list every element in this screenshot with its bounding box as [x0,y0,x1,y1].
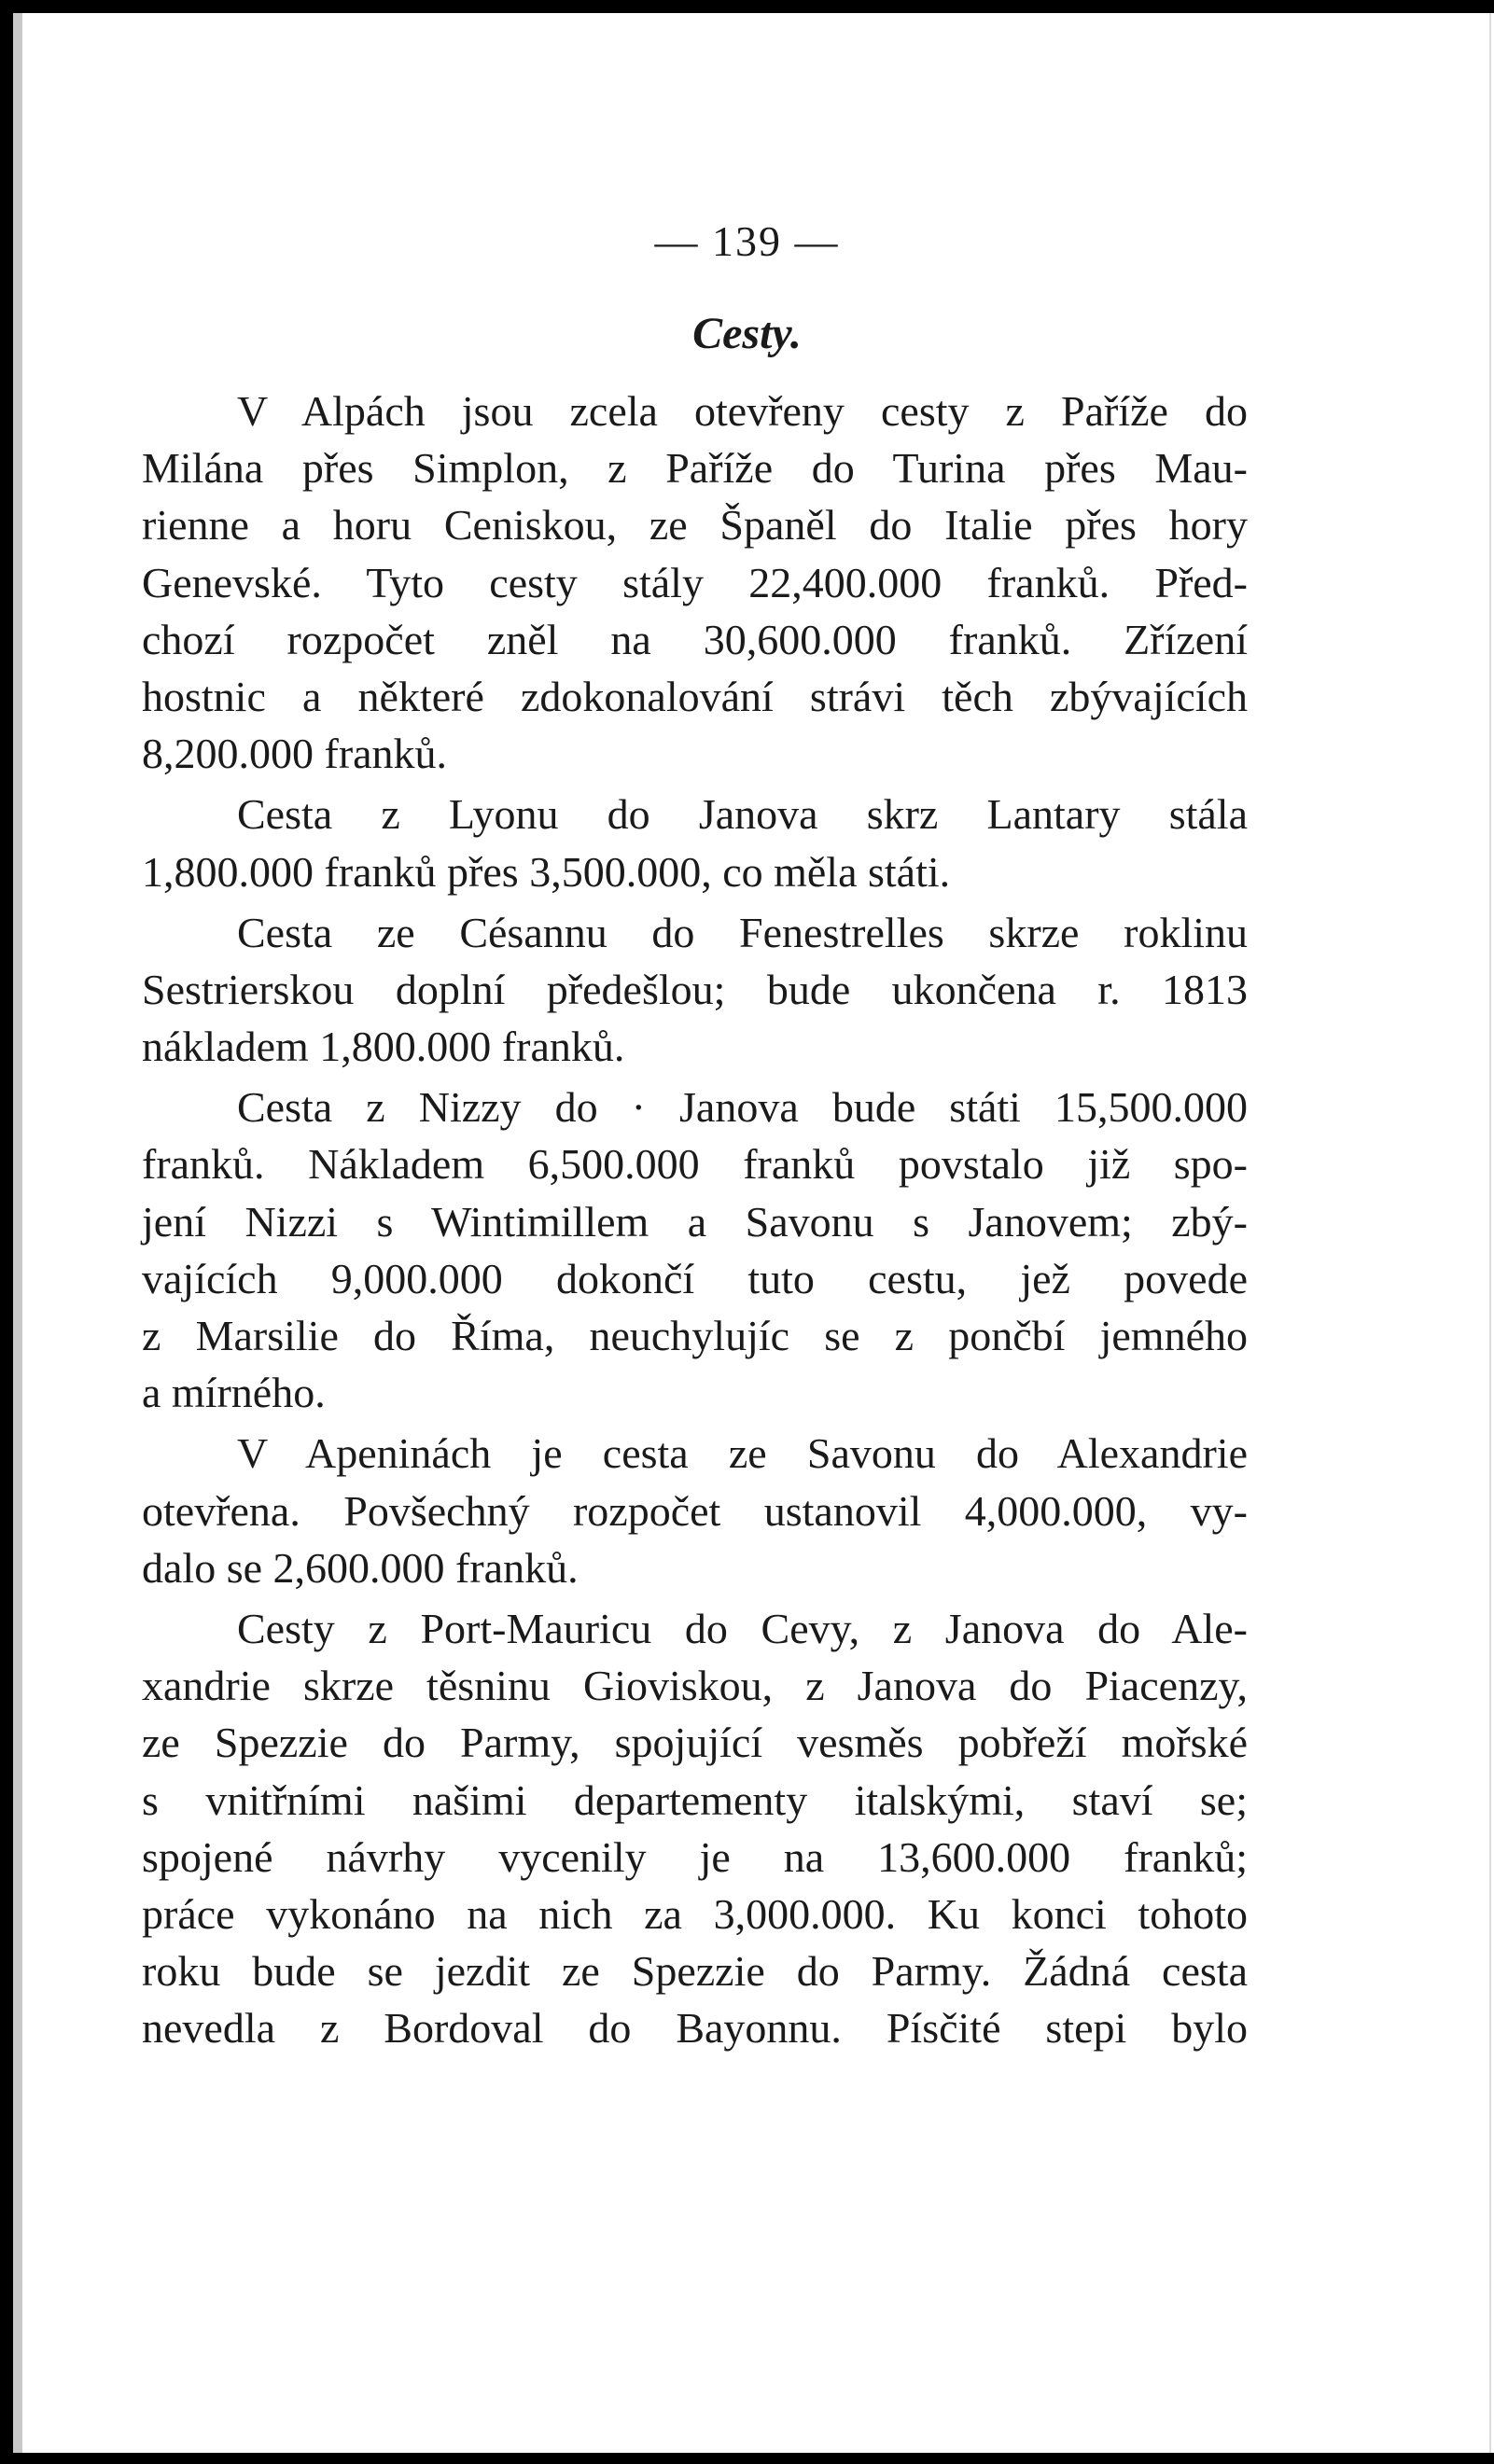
text-line: a mírného. [142,1369,326,1417]
text-line: nákladem 1,800.000 franků. [142,1023,625,1071]
body-text [142,383,1248,2060]
page-number: — 139 — [654,217,840,265]
text-line: Cesta z Nizzy do · Janova bude státi 15,500.000 [237,1083,1248,1132]
paragraph [142,904,1248,1076]
text-line: Cesta z Lyonu do Janova skrz Lantary stála [237,790,1248,839]
text-line: 8,200.000 franků. [142,730,448,778]
text-line: Cesta ze Césannu do Fenestrelles skrze roklinu [237,908,1248,956]
text-line: V Apeninách je cesta ze Savonu do Alexandrie [237,1429,1248,1478]
text-line: práce vykonáno na nich za 3,000.000. Ku konci tohoto [142,1889,1248,1938]
text-line: hostnic a některé zdokonalování strávi těch zbývajících [142,672,1248,720]
text-line: jení Nizzi s Wintimillem a Savonu s Janovem; zbý- [142,1197,1248,1246]
scan-border-top [0,0,1494,13]
section-heading: Cesty. [692,309,802,358]
text-line: nevedla z Bordoval do Bayonnu. Písčité stepi bylo [142,2004,1248,2053]
text-line: spojené návrhy vycenily je na 13,600.000 franků; [142,1832,1248,1881]
text-line: Sestrierskou doplní předešlou; bude ukončena r. 1813 [142,965,1248,1013]
text-line: vajících 9,000.000 dokončí tuto cestu, jež povede [142,1254,1248,1302]
scan-border-bottom [0,2453,1494,2464]
scan-border-left [0,0,13,2464]
text-line: xandrie skrze těsninu Gioviskou, z Janova do Piacenzy, [142,1662,1248,1710]
paragraph [142,383,1248,782]
text-line: z Marsilie do Říma, neuchylujíc se z pončbí jemného [142,1312,1248,1359]
text-line: Milána přes Simplon, z Paříže do Turina přes Mau- [142,444,1248,493]
text-line: roku bude se jezdit ze Spezzie do Parmy. Žádná cesta [142,1947,1248,1996]
text-line: chozí rozpočet zněl na 30,600.000 franků. Zřízení [142,615,1248,663]
text-line: dalo se 2,600.000 franků. [142,1543,579,1592]
text-line: otevřena. Povšechný rozpočet ustanovil 4,000.000, vy- [142,1486,1248,1535]
text-line: rienne a horu Ceniskou, ze Španěl do Italie přes hory [142,501,1248,550]
paragraph [142,1425,1248,1596]
scan-edge-right [1489,13,1491,2453]
text-line: 1,800.000 franků přes 3,500.000, co měla státi. [142,847,951,896]
text-line: s vnitřními našimi departementy italskými, staví se; [142,1775,1248,1824]
paragraph [142,1079,1248,1421]
text-line: Cesty z Port-Mauricu do Cevy, z Janova do Ale- [237,1604,1248,1652]
text-line: franků. Nákladem 6,500.000 franků povstalo již spo- [142,1140,1248,1189]
paragraph [142,1600,1248,2057]
paragraph [142,786,1248,899]
text-line: ze Spezzie do Parmy, spojující vesměs pobřeží mořské [142,1719,1248,1767]
scan-shadow-left [13,13,22,2464]
text-line: Genevské. Tyto cesty stály 22,400.000 franků. Před- [142,558,1248,606]
text-line: V Alpách jsou zcela otevřeny cesty z Paříže do [237,387,1248,435]
